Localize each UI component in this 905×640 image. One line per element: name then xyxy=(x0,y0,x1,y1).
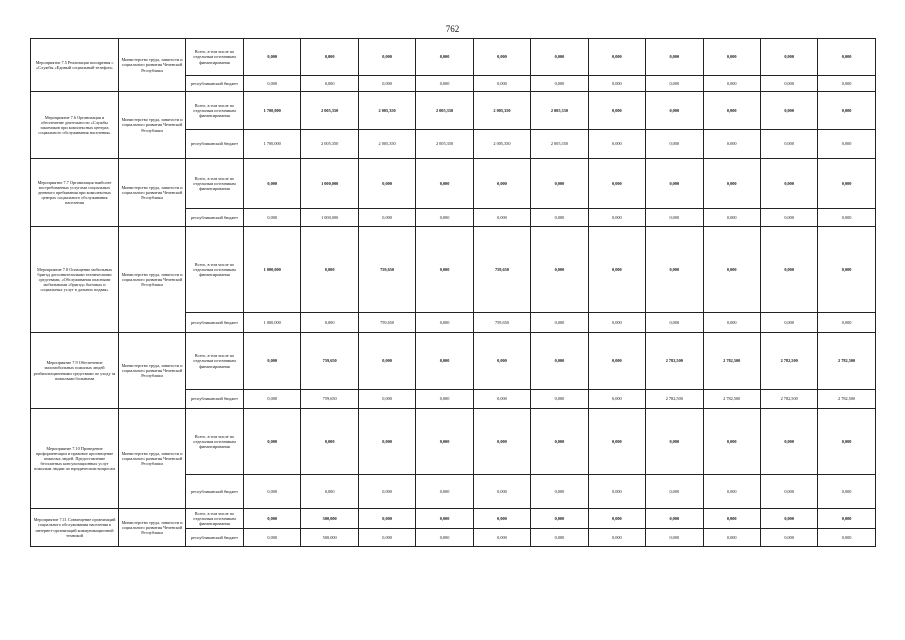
republic-amount-cell: 0,000 xyxy=(703,76,760,92)
total-amount-cell: 2 782,500 xyxy=(760,333,817,390)
total-amount-cell: 0,000 xyxy=(416,159,473,209)
total-amount-cell: 0,000 xyxy=(473,159,530,209)
republic-amount-cell: 0,000 xyxy=(646,130,703,159)
total-amount-cell: 0,000 xyxy=(703,92,760,130)
republic-amount-cell: 0,000 xyxy=(473,529,530,547)
republic-amount-cell: 0,000 xyxy=(416,475,473,509)
total-amount-cell: 0,000 xyxy=(244,159,301,209)
republic-amount-cell: 0,000 xyxy=(416,390,473,409)
total-amount-cell: 1 700,000 xyxy=(244,92,301,130)
executor-cell: Министерство труда, занятости и социального развития Чеченской Республики xyxy=(119,333,186,409)
total-amount-cell: 0,000 xyxy=(818,227,875,313)
total-amount-cell: 0,000 xyxy=(646,509,703,529)
executor-cell: Министерство труда, занятости и социального развития Чеченской Республики xyxy=(119,409,186,509)
total-amount-cell: 0,000 xyxy=(818,92,875,130)
republic-amount-cell: 0,000 xyxy=(760,76,817,92)
republic-amount-cell: 2 782,500 xyxy=(818,390,875,409)
republic-amount-cell: 0,000 xyxy=(531,313,588,333)
total-amount-cell: 0,000 xyxy=(473,509,530,529)
republic-amount-cell: 0,000 xyxy=(416,529,473,547)
republic-amount-cell: 1 700,000 xyxy=(244,130,301,159)
republic-amount-cell: 500,000 xyxy=(301,529,358,547)
republic-amount-cell: 0,000 xyxy=(760,475,817,509)
total-amount-cell: 2 005,350 xyxy=(301,92,358,130)
total-amount-cell: 0,000 xyxy=(646,159,703,209)
total-amount-cell: 0,000 xyxy=(531,39,588,76)
executor-cell: Министерство труда, занятости и социального развития Чеченской Республики xyxy=(119,92,186,159)
republic-amount-cell: 0,000 xyxy=(703,313,760,333)
republic-amount-cell: 2 005,350 xyxy=(416,130,473,159)
source-total-cell: Всего, в том числе по отдельным источникам финансирования xyxy=(186,92,244,130)
total-amount-cell: 0,000 xyxy=(244,39,301,76)
table-row xyxy=(31,509,876,529)
republic-amount-cell: 0,000 xyxy=(244,529,301,547)
republic-amount-cell: 0,000 xyxy=(646,475,703,509)
total-amount-cell: 0,000 xyxy=(818,509,875,529)
source-total-cell: Всего, в том числе по отдельным источникам финансирования xyxy=(186,509,244,529)
total-amount-cell: 0,000 xyxy=(531,409,588,475)
republic-amount-cell: 0,000 xyxy=(646,209,703,227)
republic-amount-cell: 0,000 xyxy=(244,76,301,92)
table-row xyxy=(31,227,876,313)
total-amount-cell: 0,000 xyxy=(588,227,645,313)
republic-amount-cell: 2 005,350 xyxy=(473,130,530,159)
total-amount-cell: 0,000 xyxy=(244,409,301,475)
total-amount-cell: 0,000 xyxy=(588,333,645,390)
republic-amount-cell: 0,000 xyxy=(358,475,415,509)
republic-amount-cell: 0,000 xyxy=(531,475,588,509)
total-amount-cell: 0,000 xyxy=(358,39,415,76)
republic-amount-cell: 0,000 xyxy=(588,529,645,547)
total-amount-cell: 0,000 xyxy=(588,92,645,130)
total-amount-cell: 0,000 xyxy=(588,409,645,475)
total-amount-cell: 0,000 xyxy=(416,509,473,529)
source-total-cell: Всего, в том числе по отдельным источникам финансирования xyxy=(186,159,244,209)
source-total-cell: Всего, в том числе по отдельным источникам финансирования xyxy=(186,39,244,76)
total-amount-cell: 0,000 xyxy=(301,227,358,313)
event-name-cell: Мероприятие 7.5 Реализация поощрения с «Службы «Единый социальный телефон» xyxy=(31,39,119,92)
total-amount-cell: 2 005,350 xyxy=(358,92,415,130)
republic-amount-cell: 0,000 xyxy=(301,76,358,92)
total-amount-cell: 0,000 xyxy=(818,39,875,76)
source-republic-cell: республиканский бюджет xyxy=(186,529,244,547)
total-amount-cell: 0,000 xyxy=(818,409,875,475)
republic-amount-cell: 0,000 xyxy=(473,390,530,409)
total-amount-cell: 0,000 xyxy=(473,333,530,390)
table-row xyxy=(31,92,876,130)
total-amount-cell: 0,000 xyxy=(473,39,530,76)
total-amount-cell: 0,000 xyxy=(416,333,473,390)
republic-amount-cell: 0,000 xyxy=(818,529,875,547)
table-row xyxy=(31,159,876,209)
total-amount-cell: 0,000 xyxy=(301,39,358,76)
republic-amount-cell: 0,000 xyxy=(473,209,530,227)
republic-amount-cell: 2 782,500 xyxy=(703,390,760,409)
source-republic-cell: республиканский бюджет xyxy=(186,475,244,509)
total-amount-cell: 759,650 xyxy=(473,227,530,313)
total-amount-cell: 0,000 xyxy=(244,333,301,390)
executor-cell: Министерство труда, занятости и социального развития Чеченской Республики xyxy=(119,509,186,547)
total-amount-cell: 0,000 xyxy=(531,227,588,313)
total-amount-cell: 2 005,350 xyxy=(531,92,588,130)
republic-amount-cell: 0,000 xyxy=(358,76,415,92)
total-amount-cell: 0,000 xyxy=(416,409,473,475)
republic-amount-cell: 0,000 xyxy=(358,529,415,547)
republic-amount-cell: 0,000 xyxy=(244,475,301,509)
total-amount-cell: 0,000 xyxy=(760,227,817,313)
total-amount-cell: 0,000 xyxy=(703,39,760,76)
source-total-cell: Всего, в том числе по отдельным источникам финансирования xyxy=(186,333,244,390)
total-amount-cell: 0,000 xyxy=(818,159,875,209)
republic-amount-cell: 0,000 xyxy=(244,209,301,227)
event-name-cell: Мероприятие 7.6 Организация и обеспечение деятельности «Службы заказчиков при комплексных центрах социального обслуживания населения» xyxy=(31,92,119,159)
republic-amount-cell: 0,000 xyxy=(703,475,760,509)
republic-amount-cell: 0,000 xyxy=(358,209,415,227)
source-total-cell: Всего, в том числе по отдельным источникам финансирования xyxy=(186,227,244,313)
total-amount-cell: 0,000 xyxy=(244,509,301,529)
total-amount-cell: 2 782,500 xyxy=(818,333,875,390)
source-republic-cell: республиканский бюджет xyxy=(186,209,244,227)
total-amount-cell: 0,000 xyxy=(588,509,645,529)
total-amount-cell: 0,000 xyxy=(358,159,415,209)
republic-amount-cell: 0,000 xyxy=(818,475,875,509)
total-amount-cell: 0,000 xyxy=(358,509,415,529)
total-amount-cell: 0,000 xyxy=(358,333,415,390)
republic-amount-cell: 759,650 xyxy=(358,313,415,333)
total-amount-cell: 0,000 xyxy=(760,39,817,76)
event-name-cell: Мероприятие 7.9 Обеспечение маломобильных пожилых людей реабилитационными средствами по уходу за пожилыми больными xyxy=(31,333,119,409)
republic-amount-cell: 759,650 xyxy=(301,390,358,409)
total-amount-cell: 0,000 xyxy=(760,509,817,529)
table-row xyxy=(31,333,876,390)
total-amount-cell: 0,000 xyxy=(416,39,473,76)
event-name-cell: Мероприятие 7.8 Оснащение мобильных бригад дополнительными техническими средствами, «Обслуживания опасными мобильными «бригад» бытовых и социальных услуг в дальних подвая» xyxy=(31,227,119,333)
event-name-cell: Мероприятие 7.10 Проведение профориентации и правовое просвещение пожилых людей. Предоставление бесплатных консультационных услуг пожилым людям по юридическим вопросам xyxy=(31,409,119,509)
republic-amount-cell: 0,000 xyxy=(244,390,301,409)
republic-amount-cell: 2 005,350 xyxy=(358,130,415,159)
republic-amount-cell: 2 005,350 xyxy=(301,130,358,159)
total-amount-cell: 0,000 xyxy=(646,227,703,313)
total-amount-cell: 2 005,350 xyxy=(473,92,530,130)
total-amount-cell: 0,000 xyxy=(646,409,703,475)
republic-amount-cell: 0,000 xyxy=(760,529,817,547)
republic-amount-cell: 0,000 xyxy=(646,76,703,92)
republic-amount-cell: 0,000 xyxy=(588,390,645,409)
republic-amount-cell: 0,000 xyxy=(416,76,473,92)
total-amount-cell: 0,000 xyxy=(646,39,703,76)
event-name-cell: Мероприятие 7.11 Совмещение организаций социального обслуживания населения к интернет-организаций коммуникационной техникой xyxy=(31,509,119,547)
republic-amount-cell: 0,000 xyxy=(703,529,760,547)
republic-amount-cell: 0,000 xyxy=(301,475,358,509)
republic-amount-cell: 0,000 xyxy=(760,313,817,333)
total-amount-cell: 1 000,000 xyxy=(301,159,358,209)
total-amount-cell: 0,000 xyxy=(301,409,358,475)
source-republic-cell: республиканский бюджет xyxy=(186,313,244,333)
total-amount-cell: 0,000 xyxy=(473,409,530,475)
total-amount-cell: 2 782,500 xyxy=(703,333,760,390)
total-amount-cell: 0,000 xyxy=(531,159,588,209)
republic-amount-cell: 0,000 xyxy=(760,130,817,159)
total-amount-cell: 0,000 xyxy=(760,92,817,130)
total-amount-cell: 1 000,000 xyxy=(244,227,301,313)
executor-cell: Министерство труда, занятости и социального развития Чеченской Республики xyxy=(119,159,186,227)
republic-amount-cell: 0,000 xyxy=(588,130,645,159)
table-row xyxy=(31,409,876,475)
republic-amount-cell: 0,000 xyxy=(588,313,645,333)
republic-amount-cell: 0,000 xyxy=(531,76,588,92)
republic-amount-cell: 0,000 xyxy=(818,209,875,227)
total-amount-cell: 2 782,500 xyxy=(646,333,703,390)
event-name-cell: Мероприятие 7.7 Организация наиболее востребованных услугами социальных дневного пребывания при комплексных центрах социального обслуживания населения xyxy=(31,159,119,227)
republic-amount-cell: 0,000 xyxy=(531,390,588,409)
republic-amount-cell: 1 000,000 xyxy=(301,209,358,227)
total-amount-cell: 0,000 xyxy=(703,159,760,209)
table-row xyxy=(31,39,876,76)
republic-amount-cell: 1 000,000 xyxy=(244,313,301,333)
republic-amount-cell: 2 782,500 xyxy=(760,390,817,409)
republic-amount-cell: 0,000 xyxy=(531,209,588,227)
republic-amount-cell: 0,000 xyxy=(416,209,473,227)
total-amount-cell: 0,000 xyxy=(531,509,588,529)
total-amount-cell: 0,000 xyxy=(760,409,817,475)
republic-amount-cell: 0,000 xyxy=(358,390,415,409)
republic-amount-cell: 0,000 xyxy=(473,475,530,509)
republic-amount-cell: 0,000 xyxy=(588,76,645,92)
page-number: 762 xyxy=(445,24,460,34)
total-amount-cell: 0,000 xyxy=(703,227,760,313)
source-republic-cell: республиканский бюджет xyxy=(186,130,244,159)
total-amount-cell: 0,000 xyxy=(588,39,645,76)
executor-cell: Министерство труда, занятости и социального развития Чеченской Республики xyxy=(119,227,186,333)
republic-amount-cell: 2 005,350 xyxy=(531,130,588,159)
executor-cell: Министерство труда, занятости и социального развития Чеченской Республики xyxy=(119,39,186,92)
republic-amount-cell: 0,000 xyxy=(531,529,588,547)
total-amount-cell: 0,000 xyxy=(416,227,473,313)
republic-amount-cell: 759,650 xyxy=(473,313,530,333)
republic-amount-cell: 0,000 xyxy=(818,313,875,333)
total-amount-cell: 0,000 xyxy=(358,409,415,475)
republic-amount-cell: 0,000 xyxy=(301,313,358,333)
republic-amount-cell: 0,000 xyxy=(703,209,760,227)
total-amount-cell: 0,000 xyxy=(646,92,703,130)
total-amount-cell: 759,650 xyxy=(358,227,415,313)
republic-amount-cell: 0,000 xyxy=(416,313,473,333)
budget-table xyxy=(30,38,876,547)
source-republic-cell: республиканский бюджет xyxy=(186,390,244,409)
republic-amount-cell: 0,000 xyxy=(588,475,645,509)
source-total-cell: Всего, в том числе по отдельным источникам финансирования xyxy=(186,409,244,475)
total-amount-cell: 0,000 xyxy=(703,509,760,529)
total-amount-cell: 759,650 xyxy=(301,333,358,390)
republic-amount-cell: 0,000 xyxy=(646,313,703,333)
total-amount-cell: 0,000 xyxy=(760,159,817,209)
total-amount-cell: 0,000 xyxy=(588,159,645,209)
republic-amount-cell: 0,000 xyxy=(588,209,645,227)
republic-amount-cell: 0,000 xyxy=(703,130,760,159)
republic-amount-cell: 0,000 xyxy=(760,209,817,227)
republic-amount-cell: 0,000 xyxy=(818,130,875,159)
total-amount-cell: 0,000 xyxy=(531,333,588,390)
total-amount-cell: 0,000 xyxy=(703,409,760,475)
total-amount-cell: 500,000 xyxy=(301,509,358,529)
total-amount-cell: 2 005,350 xyxy=(416,92,473,130)
republic-amount-cell: 0,000 xyxy=(473,76,530,92)
republic-amount-cell: 2 782,500 xyxy=(646,390,703,409)
republic-amount-cell: 0,000 xyxy=(646,529,703,547)
republic-amount-cell: 0,000 xyxy=(818,76,875,92)
source-republic-cell: республиканский бюджет xyxy=(186,76,244,92)
